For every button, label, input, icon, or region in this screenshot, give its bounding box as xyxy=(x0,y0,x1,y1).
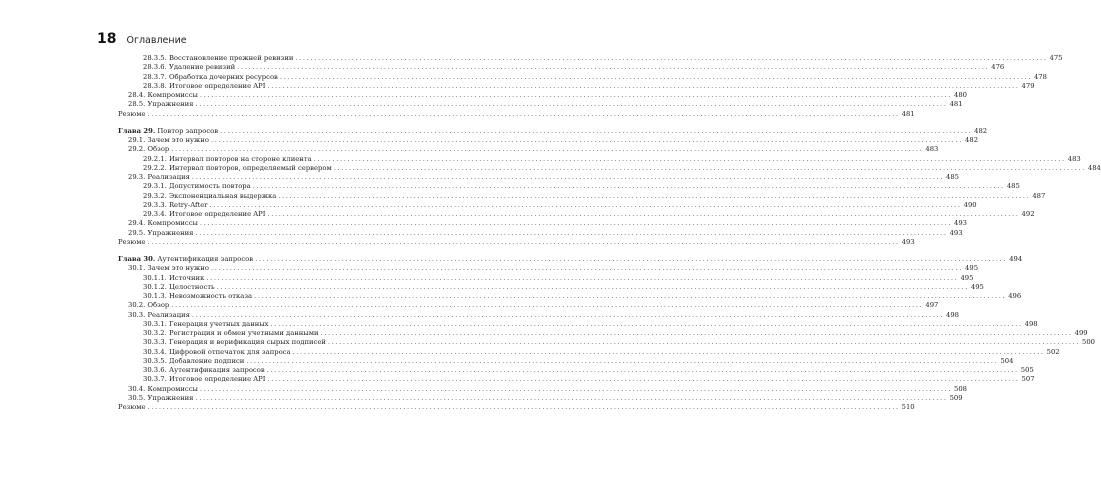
page-number: 18 xyxy=(97,31,117,47)
toc-leader-dots: ........................................................................................................................................................................................................ xyxy=(220,126,973,135)
toc-page-number: 481 xyxy=(949,100,963,109)
toc-entry xyxy=(118,91,968,100)
toc-page-number: 497 xyxy=(925,301,939,310)
toc-entry xyxy=(118,301,939,310)
toc-leader-dots: ........................................................................................................................................................................................................ xyxy=(333,163,1086,172)
toc-page-number: 484 xyxy=(1087,163,1101,172)
toc-leader-dots: ........................................................................................................................................................................................................ xyxy=(246,356,999,365)
toc-leader-dots: ........................................................................................................................................................................................................ xyxy=(147,403,900,411)
toc-entry xyxy=(118,109,915,119)
toc-entry xyxy=(118,54,1063,63)
toc-page-number: 496 xyxy=(1008,292,1022,300)
toc-entry xyxy=(118,347,1060,357)
toc-entry xyxy=(118,319,1038,329)
toc-entry-label: 30.3.3. Генерация и верификация сырых подписей xyxy=(143,338,326,347)
toc-page-number: 495 xyxy=(965,264,979,273)
toc-leader-dots: ........................................................................................................................................................................................................ xyxy=(206,273,959,282)
toc-page-number: 499 xyxy=(1074,329,1088,337)
toc-entry-label: 30.3.4. Цифровой отпечаток для запроса xyxy=(143,347,291,356)
toc-entry xyxy=(118,210,1035,219)
toc-entry-label: 30.3.7. Итоговое определение API xyxy=(143,375,266,384)
toc-leader-dots: ........................................................................................................................................................................................................ xyxy=(191,173,945,181)
toc-page-number: 485 xyxy=(1006,182,1020,191)
toc-leader-dots: ........................................................................................................................................................................................................ xyxy=(199,219,953,228)
toc-page-number: 492 xyxy=(1021,210,1035,218)
toc-entry xyxy=(118,228,963,238)
toc-entry-label: 29.3.2. Экспоненциальная выдержка xyxy=(143,191,277,200)
toc-leader-dots: ........................................................................................................................................................................................................ xyxy=(252,182,1005,191)
toc-leader-dots: ........................................................................................................................................................................................................ xyxy=(199,91,953,99)
toc-entry-label: 30.1.3. Невозможность отказа xyxy=(143,292,253,300)
toc-leader-dots: ........................................................................................................................................................................................................ xyxy=(295,54,1048,62)
toc-leader-dots: ........................................................................................................................................................................................................ xyxy=(266,366,1019,374)
toc-entry xyxy=(118,81,1035,91)
toc-entry xyxy=(118,136,979,145)
toc-entry-label: 29.3.3. Retry-After xyxy=(143,200,208,209)
toc-leader-dots: ........................................................................................................................................................................................................ xyxy=(313,154,1066,163)
toc-entry xyxy=(118,200,977,210)
toc-entry-label: 30.3.2. Регистрация и обмен учетными данными xyxy=(143,329,319,337)
toc-entry xyxy=(118,375,1035,384)
toc-entry-label: 30.3.5. Добавление подписи xyxy=(143,356,245,365)
toc-chapter-entry xyxy=(118,255,1023,264)
toc-page-number: 493 xyxy=(949,228,963,237)
toc-page-number: 493 xyxy=(954,219,968,228)
toc-entry-label: Глава 30. Аутентификация запросов xyxy=(118,255,254,263)
toc-entry-label: 29.2.1. Интервал повторов на стороне клиента xyxy=(143,154,312,163)
toc-entry xyxy=(118,173,959,182)
toc-entry xyxy=(118,366,1034,375)
toc-leader-dots: ........................................................................................................................................................................................................ xyxy=(171,301,924,310)
toc-entry-label: 30.3.1. Генерация учетных данных xyxy=(143,319,269,328)
toc-page-number: 510 xyxy=(901,403,915,411)
toc-leader-dots: ........................................................................................................................................................................................................ xyxy=(254,292,1007,300)
toc-entry xyxy=(118,384,968,394)
toc-entry-label: 29.3.4. Итоговое определение API xyxy=(143,210,266,218)
toc-entry-label: 29.4. Компромиссы xyxy=(128,219,198,228)
toc-page-number: 509 xyxy=(949,393,963,402)
toc-page-number: 482 xyxy=(974,126,988,135)
toc-leader-dots: ........................................................................................................................................................................................................ xyxy=(255,255,1008,263)
toc-entry xyxy=(118,403,915,412)
toc-leader-dots: ........................................................................................................................................................................................................ xyxy=(278,191,1031,200)
toc-leader-dots: ........................................................................................................................................................................................................ xyxy=(147,109,900,118)
toc-page-number: 480 xyxy=(954,91,968,99)
toc-leader-dots: ........................................................................................................................................................................................................ xyxy=(320,329,1073,337)
toc-page-number: 504 xyxy=(1000,356,1014,365)
toc-entry xyxy=(118,393,963,403)
toc-leader-dots: ........................................................................................................................................................................................................ xyxy=(210,264,964,273)
toc-entry xyxy=(118,145,939,154)
toc-entry-label: Резюме xyxy=(118,109,146,118)
toc-entry xyxy=(118,338,1095,347)
toc-entry xyxy=(118,72,1047,82)
toc-entry-label: 28.3.8. Итоговое определение API xyxy=(143,81,266,90)
toc-entry-label: 30.2. Обзор xyxy=(128,301,170,310)
toc-entry-label: 30.4. Компромиссы xyxy=(128,384,198,393)
toc-leader-dots: ........................................................................................................................................................................................................ xyxy=(270,319,1023,328)
toc-entry xyxy=(118,182,1020,191)
toc-leader-dots: ........................................................................................................................................................................................................ xyxy=(209,200,962,209)
toc-entry-label: 30.3.6. Аутентификация запросов xyxy=(143,366,265,374)
toc-page-number: 478 xyxy=(1033,72,1047,81)
toc-chapter-entry xyxy=(118,126,988,136)
toc-page-number: 483 xyxy=(1067,154,1081,163)
toc-page-number: 483 xyxy=(925,145,939,154)
page-header xyxy=(97,31,187,47)
toc-leader-dots: ........................................................................................................................................................................................................ xyxy=(327,338,1080,347)
toc-leader-dots: ........................................................................................................................................................................................................ xyxy=(237,63,990,72)
toc-leader-dots: ........................................................................................................................................................................................................ xyxy=(267,210,1020,218)
toc-entry-label: 28.4. Компромиссы xyxy=(128,91,198,99)
toc-page-number: 495 xyxy=(960,273,974,282)
toc-page-number: 493 xyxy=(901,237,915,246)
toc-page-number: 485 xyxy=(946,173,959,181)
toc-entry-label: Резюме xyxy=(118,403,146,411)
toc-entry-label: Резюме xyxy=(118,237,146,246)
toc-page-number: 508 xyxy=(954,384,968,393)
toc-leader-dots: ........................................................................................................................................................................................................ xyxy=(267,375,1020,384)
toc-entry xyxy=(118,219,968,228)
toc-entry-label: 29.3. Реализация xyxy=(128,173,190,181)
toc-entry-label: 28.3.5. Восстановление прежней ревизии xyxy=(143,54,294,62)
toc-page-number: 476 xyxy=(991,63,1005,72)
toc-entry-label: 30.1.2. Целостность xyxy=(143,282,215,291)
toc-entry-label: 29.3.1. Допустимость повтора xyxy=(143,182,251,191)
toc-page-number: 505 xyxy=(1020,366,1034,374)
toc-page-number: 494 xyxy=(1009,255,1023,263)
toc-entry-label: Глава 29. Повтор запросов xyxy=(118,126,219,135)
toc-entry-label: 28.3.7. Обработка дочерних ресурсов xyxy=(143,72,278,81)
toc-page-number: 475 xyxy=(1049,54,1063,62)
toc-leader-dots: ........................................................................................................................................................................................................ xyxy=(191,310,945,319)
toc-leader-dots: ........................................................................................................................................................................................................ xyxy=(147,237,900,246)
toc-page-number: 487 xyxy=(1032,191,1046,200)
toc-page-number: 502 xyxy=(1046,347,1060,356)
toc-entry-label: 30.1.1. Источник xyxy=(143,273,205,282)
toc-entry-label: 29.1. Зачем это нужно xyxy=(128,136,209,144)
toc-leader-dots: ........................................................................................................................................................................................................ xyxy=(267,81,1020,90)
toc-entry xyxy=(118,273,974,283)
toc-leader-dots: ........................................................................................................................................................................................................ xyxy=(195,228,948,237)
toc-entry-label: 30.3. Реализация xyxy=(128,310,190,319)
toc-entry-label: 29.5. Упражнения xyxy=(128,228,194,237)
toc-entry-label: 29.2.2. Интервал повторов, определяемый сервером xyxy=(143,163,332,172)
toc-page-number: 507 xyxy=(1021,375,1035,384)
toc-entry xyxy=(118,100,963,109)
toc-page-number: 481 xyxy=(901,109,915,118)
toc-entry xyxy=(118,310,959,320)
toc-entry xyxy=(118,163,1101,173)
toc-entry-label: 28.5. Упражнения xyxy=(128,100,194,109)
toc-entry xyxy=(118,154,1081,164)
running-title: Оглавление xyxy=(126,35,187,46)
toc-entry xyxy=(118,264,979,273)
toc-entry xyxy=(118,191,1046,201)
toc-entry-label: 30.5. Упражнения xyxy=(128,393,194,402)
toc-leader-dots: ........................................................................................................................................................................................................ xyxy=(199,384,953,393)
toc-leader-dots: ........................................................................................................................................................................................................ xyxy=(195,393,948,402)
toc-leader-dots: ........................................................................................................................................................................................................ xyxy=(216,282,969,291)
toc-entry xyxy=(118,63,1005,72)
toc-entry xyxy=(118,329,1088,338)
toc-page-number: 482 xyxy=(965,136,979,144)
toc-entry-label: 29.2. Обзор xyxy=(128,145,170,154)
toc-leader-dots: ........................................................................................................................................................................................................ xyxy=(210,136,964,144)
toc-page-number: 498 xyxy=(1024,319,1038,328)
toc-leader-dots: ........................................................................................................................................................................................................ xyxy=(195,100,948,109)
table-of-contents xyxy=(118,54,1101,412)
toc-entry-label: 30.1. Зачем это нужно xyxy=(128,264,209,273)
toc-page-number: 479 xyxy=(1021,81,1035,90)
toc-page-number: 490 xyxy=(963,200,977,209)
toc-entry-label: 28.3.6. Удаление ревизий xyxy=(143,63,236,72)
toc-page-number: 500 xyxy=(1082,338,1095,347)
toc-entry xyxy=(118,292,1022,301)
toc-entry xyxy=(118,237,915,247)
toc-leader-dots: ........................................................................................................................................................................................................ xyxy=(279,72,1032,81)
toc-entry xyxy=(118,282,984,292)
toc-leader-dots: ........................................................................................................................................................................................................ xyxy=(292,347,1045,356)
toc-page-number: 498 xyxy=(946,310,959,319)
toc-page-number: 495 xyxy=(970,282,984,291)
toc-leader-dots: ........................................................................................................................................................................................................ xyxy=(171,145,924,154)
toc-entry xyxy=(118,356,1014,366)
